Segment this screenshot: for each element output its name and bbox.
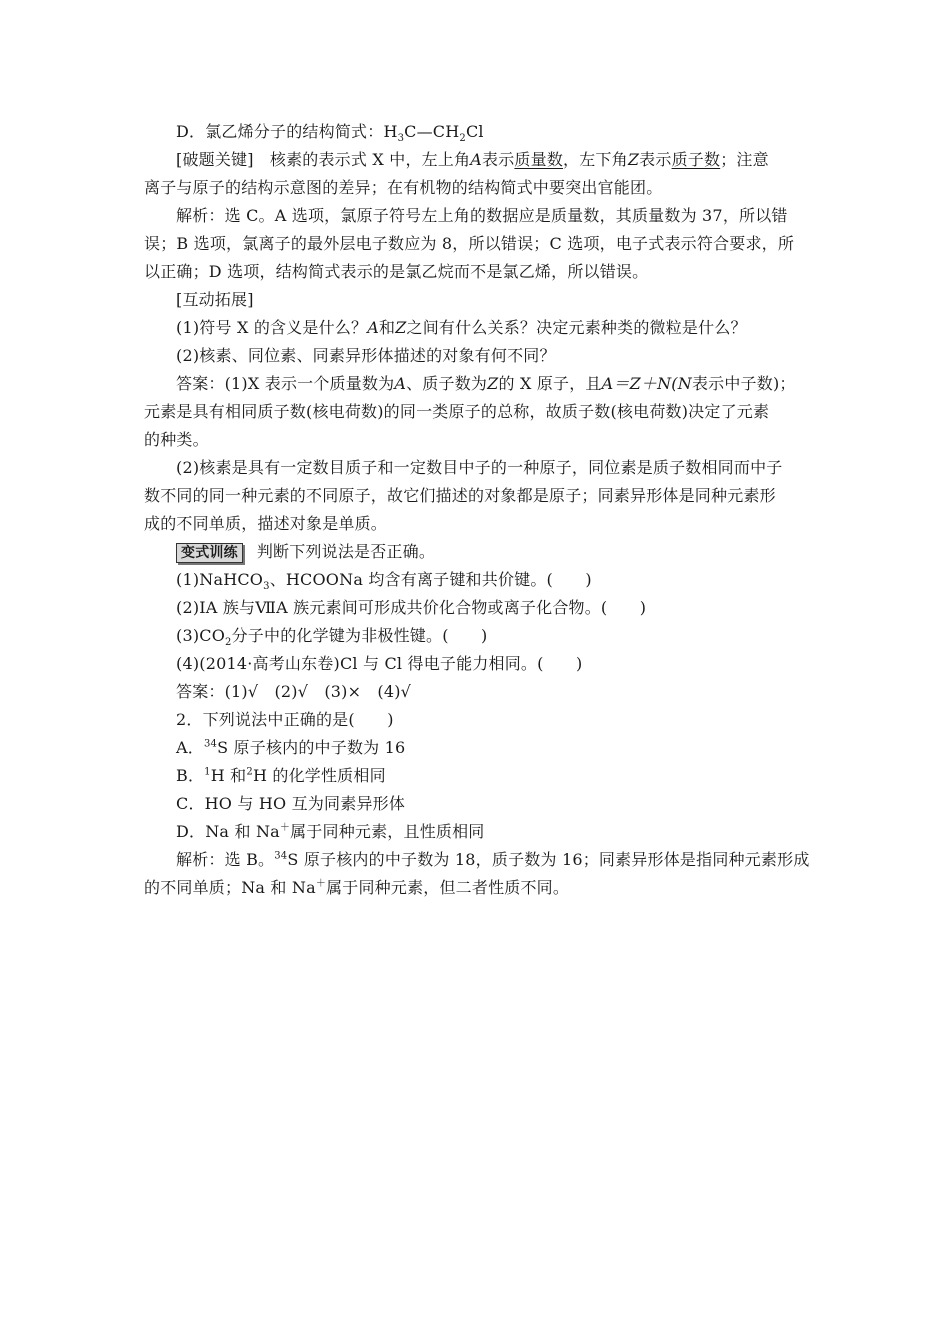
underlined-term: 质子数	[671, 150, 721, 169]
option-d	[176, 822, 485, 842]
answer-2-line-3: 成的不同单质，描述对象是单质。	[144, 514, 388, 533]
text: ，左下角	[563, 150, 628, 169]
text: Z	[627, 150, 640, 169]
text: C—CH	[404, 122, 460, 141]
text: S 原子核内的中子数为 16	[217, 738, 406, 757]
text: H 和	[210, 766, 247, 785]
analysis-line-1: 解析：选 C。A 选项，氯原子符号左上角的数据应是质量数，其质量数为 37，所以错	[176, 206, 788, 225]
text: 判断下列说法是否正确。	[256, 542, 436, 561]
subscript: 2	[459, 133, 466, 145]
text: S 原子核内的中子数为 18，质子数为 16；同素异形体是指同种元素形成	[287, 850, 810, 869]
option-c: C．HO 与 HO 互为同素异形体	[176, 794, 406, 813]
analysis-line-2: 误；B 选项，氯离子的最外层电子数应为 8，所以错误；C 选项，电子式表示符合要求，所	[144, 234, 795, 253]
text: (1)NaHCO	[176, 570, 264, 589]
solution-line-2	[144, 878, 569, 898]
text: 解析：选 B。	[176, 850, 275, 869]
text: [破题关键] 核素的表示式 X 中，左上角	[176, 150, 471, 169]
text: 分子中的化学键为非极性键。( )	[231, 626, 488, 645]
text: (3)CO	[176, 626, 226, 645]
superscript: ＋	[315, 878, 327, 890]
text: Z	[395, 318, 407, 337]
answer-2-line-2: 数不同的同一种元素的不同原子，故它们描述的对象都是原子；同素异形体是同种元素形	[144, 486, 776, 505]
text: Z	[487, 374, 499, 393]
text: D．Na 和 Na	[176, 822, 280, 841]
training-badge: 变式训练	[176, 543, 243, 563]
text: 表示	[639, 150, 672, 169]
question-2: (2)核素、同位素、同素异形体描述的对象有何不同？	[176, 346, 556, 365]
subscript: 3	[397, 133, 405, 145]
answer-1-line-1	[176, 374, 796, 394]
key-point-line-1	[176, 150, 769, 170]
answer-1-line-3: 的种类。	[144, 430, 209, 449]
text: Cl	[465, 122, 484, 141]
key-point-line-2: 离子与原子的结构示意图的差异；在有机物的结构简式中要突出官能团。	[144, 178, 663, 197]
solution-line-1	[176, 850, 810, 870]
training-header	[176, 542, 435, 563]
training-item-1	[176, 570, 592, 593]
superscript: 1	[204, 766, 211, 778]
text: 之间有什么关系？决定元素种类的微粒是什么？	[406, 318, 747, 337]
text: 的不同单质；Na 和 Na	[144, 878, 316, 897]
text: A	[470, 150, 483, 169]
text: H	[383, 122, 398, 141]
underlined-term: 质量数	[514, 150, 564, 169]
training-answer: 答案：(1)√ (2)√ (3)× (4)√	[176, 682, 412, 701]
superscript: 2	[246, 766, 253, 778]
text: 答案：(1)X 表示一个质量数为	[176, 374, 395, 393]
text: 属于同种元素，但二者性质不同。	[326, 878, 570, 897]
text: A	[367, 318, 379, 337]
text: D．氯乙烯分子的结构简式：	[176, 122, 384, 141]
text: A	[394, 374, 407, 393]
text: 和	[379, 318, 396, 337]
text: 属于同种元素，且性质相同	[290, 822, 485, 841]
text: A．	[176, 738, 204, 757]
text: 的 X 原子，且	[498, 374, 602, 393]
question-2-stem: 2．下列说法中正确的是( )	[176, 710, 394, 729]
text: B．	[176, 766, 205, 785]
analysis-line-3: 以正确；D 选项，结构简式表示的是氯乙烷而不是氯乙烯，所以错误。	[144, 262, 649, 281]
text: H 的化学性质相同	[252, 766, 386, 785]
subscript: 3	[263, 581, 270, 593]
text: 、HCOONa 均含有离子键和共价键。( )	[269, 570, 592, 589]
superscript: 34	[203, 738, 218, 750]
superscript: ＋	[279, 822, 291, 834]
answer-1-line-2: 元素是具有相同质子数(核电荷数)的同一类原子的总称，故质子数(核电荷数)决定了元素	[144, 402, 770, 421]
text: A＝Z＋N(N	[601, 374, 692, 393]
option-d-line	[176, 122, 484, 145]
question-1	[176, 318, 747, 338]
option-b	[176, 766, 386, 786]
training-item-3	[176, 626, 488, 649]
training-item-4: (4)(2014·高考山东卷)Cl 与 Cl 得电子能力相同。( )	[176, 654, 583, 673]
text: 表示中子数)；	[691, 374, 796, 393]
answer-2-line-1: (2)核素是具有一定数目质子和一定数目中子的一种原子，同位素是质子数相同而中子	[176, 458, 783, 477]
text: 表示	[482, 150, 515, 169]
text: 、质子数为	[406, 374, 488, 393]
superscript: 34	[274, 850, 288, 862]
text: (1)符号 X 的含义是什么？	[176, 318, 368, 337]
text: ；注意	[720, 150, 769, 169]
extension-title: [互动拓展]	[176, 290, 254, 309]
subscript: 2	[225, 637, 232, 649]
option-a	[176, 738, 405, 758]
training-item-2: (2)ⅠA 族与ⅦA 族元素间可形成共价化合物或离子化合物。( )	[176, 598, 647, 617]
